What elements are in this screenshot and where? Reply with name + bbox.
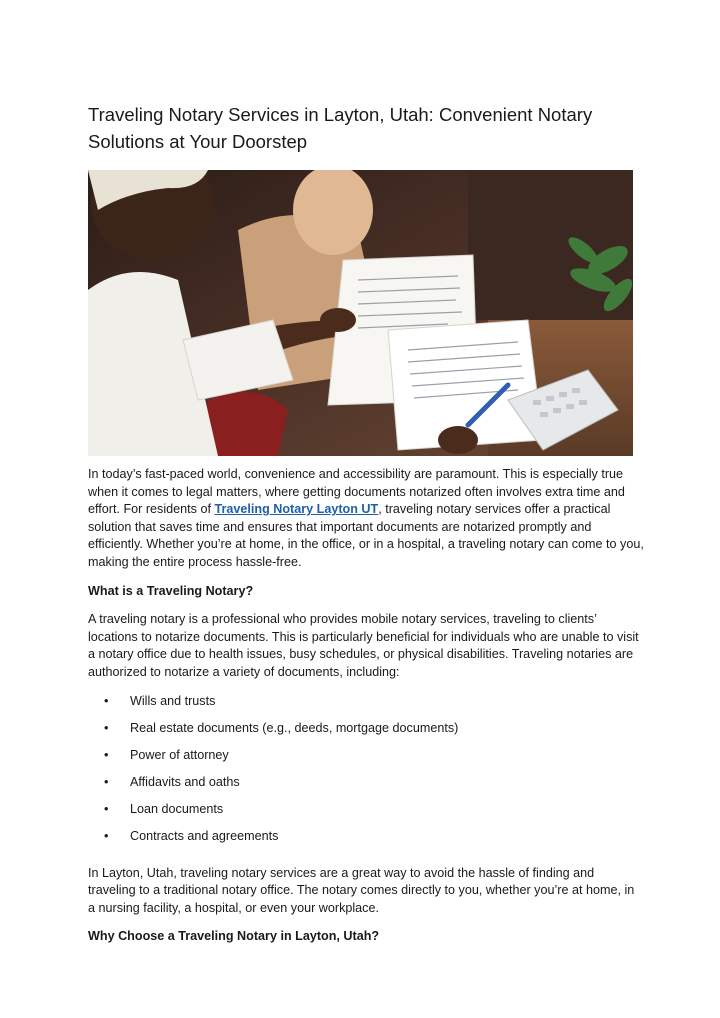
intro-text-start: In today’s fast-paced world, convenience and accessibility are paramount. This is especially true when it comes to legal matters, where getting documents notarized often involves extra time and effort. For residents of [88,467,625,517]
list-item-text: Power of attorney [130,747,229,762]
bullet-icon: • [104,802,109,817]
page-title: Traveling Notary Services in Layton, Utah: Convenient Notary Solutions at Your Doorstep [88,104,593,152]
bullet-icon: • [104,693,109,708]
section-heading-what-is: What is a Traveling Notary? [88,583,254,598]
article-body [88,466,644,957]
bullet-icon: • [104,829,109,844]
bullet-icon: • [104,720,109,735]
definition-paragraph: A traveling notary is a professional who provides mobile notary services, traveling to clients’ locations to notarize documents. This is particularly beneficial for individuals who are unable to visit a notary office due to health issues, busy schedules, or physical disabilities. Traveling notaries are authorized to notarize a variety of documents, including: [88,612,639,679]
list-item-text: Loan documents [130,802,224,817]
list-item-text: Real estate documents (e.g., deeds, mortgage documents) [130,720,459,735]
document-types-list [88,693,644,856]
list-item [88,720,644,747]
list-item-text: Contracts and agreements [130,829,279,844]
list-item [88,747,644,774]
section-heading-why-choose: Why Choose a Traveling Notary in Layton, Utah? [88,929,380,944]
bullet-icon: • [104,775,109,790]
bullet-icon: • [104,747,109,762]
list-item [88,774,644,801]
closing-paragraph: In Layton, Utah, traveling notary services are a great way to avoid the hassle of finding and traveling to a traditional notary office. The notary comes directly to you, whether you’re at home, in a nursing facility, a hospital, or even your workplace. [88,865,635,915]
intro-paragraph [88,466,644,572]
hero-photo [88,170,633,456]
list-item [88,828,644,855]
list-item [88,693,644,720]
intro-text-end: , traveling notary services offer a practical solution that saves time and ensures that important documents are notarized promptly and efficiently. Whether you’re at home, in the office, or in a hospital, a traveling notary can come to you, making the entire process hassle-free. [88,502,644,569]
traveling-notary-link[interactable]: Traveling Notary Layton UT [214,502,379,517]
list-item-text: Wills and trusts [130,693,216,708]
list-item [88,801,644,828]
list-item-text: Affidavits and oaths [130,775,240,790]
